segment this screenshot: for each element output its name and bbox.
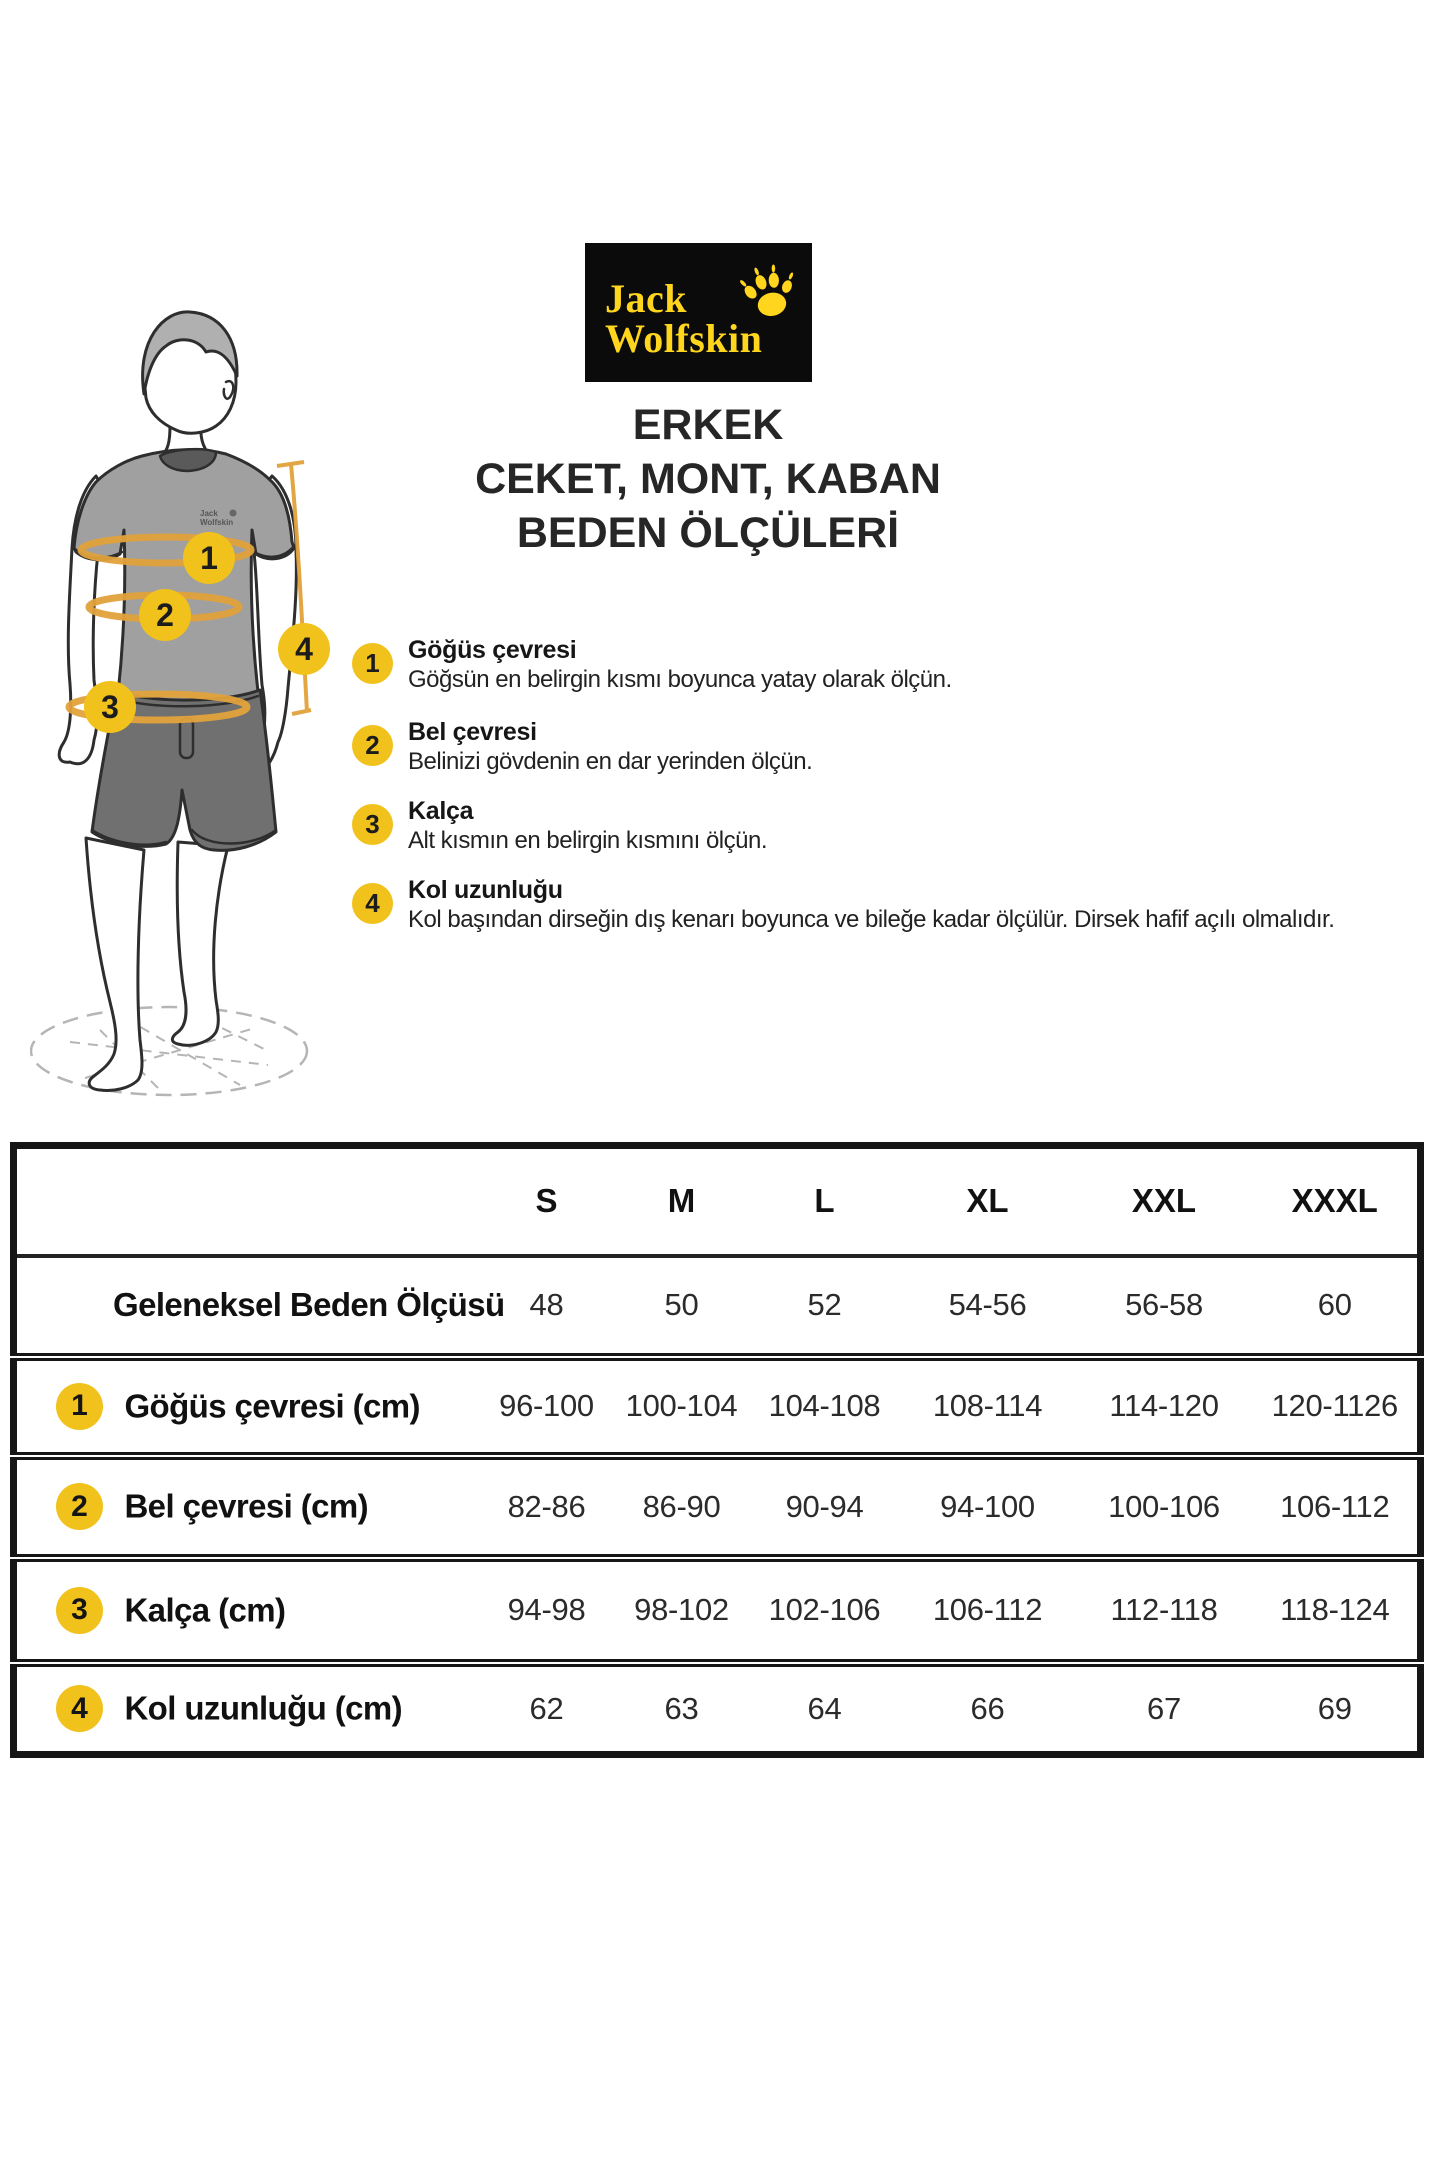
row-label: Geleneksel Beden Ölçüsü: [113, 1286, 505, 1323]
instruction-number: 1: [365, 648, 380, 678]
size-value-cell: 102-106: [768, 1592, 881, 1627]
row-label: Göğüs çevresi (cm): [124, 1387, 420, 1424]
instruction-body: Alt kısmın en belirgin kısmını ölçün.: [408, 827, 767, 854]
instruction-text: [408, 876, 1334, 934]
size-value-cell: 106-112: [932, 1592, 1043, 1627]
row-label-cell: [14, 1558, 480, 1663]
size-value-cell: 48: [529, 1287, 564, 1322]
size-table-row: [14, 1357, 1421, 1456]
size-value-cell: 69: [1317, 1690, 1352, 1726]
size-value-cell: 114-120: [1109, 1388, 1219, 1423]
right-leg: [172, 842, 228, 1045]
instruction-number: 3: [365, 809, 380, 839]
size-value-cell: 60: [1317, 1287, 1352, 1322]
instruction-number-badge: [352, 804, 393, 845]
man-figure-drawing: [30, 290, 370, 1150]
size-value-cell: 94-100: [940, 1488, 1035, 1524]
size-table-row: [14, 1663, 1421, 1755]
size-value-cell: 54-56: [948, 1287, 1027, 1322]
size-table-row: [14, 1256, 1421, 1357]
marker-3: [84, 681, 136, 733]
measurement-instruction: [352, 636, 1422, 694]
size-table: [10, 1142, 1424, 1758]
shirt-print-line2: Wolfskin: [200, 518, 234, 527]
row-label: Kalça (cm): [124, 1591, 286, 1628]
left-leg: [86, 838, 144, 1091]
logo-line2: Wolfskin: [605, 316, 763, 361]
row-number-badge: 2: [56, 1483, 103, 1530]
size-value-cell: 62: [529, 1690, 564, 1726]
size-value-cell: 63: [664, 1690, 699, 1726]
size-value-cell: 106-112: [1280, 1488, 1390, 1524]
marker-2: [139, 589, 191, 641]
column-header-size: XXXL: [1291, 1182, 1378, 1220]
size-value-cell: 98-102: [634, 1592, 729, 1627]
row-label-cell: [14, 1256, 505, 1357]
size-value-cell: 120-1126: [1271, 1388, 1398, 1423]
instruction-body: Göğsün en belirgin kısmı boyunca yatay olarak ölçün.: [408, 666, 952, 693]
row-label-cell: [14, 1456, 480, 1558]
column-header-size: S: [535, 1182, 558, 1220]
size-value-cell: 96-100: [499, 1388, 594, 1423]
jack-wolfskin-logo: [585, 243, 812, 382]
marker-1: [183, 532, 235, 584]
size-value-cell: 90-94: [785, 1488, 864, 1524]
size-value-cell: 82-86: [507, 1488, 586, 1524]
size-table-row: [14, 1558, 1421, 1663]
size-value-cell: 104-108: [768, 1388, 881, 1423]
size-value-cell: 52: [807, 1287, 842, 1322]
instruction-number: 4: [365, 888, 380, 918]
title-line-gender: ERKEK: [632, 401, 784, 449]
instruction-heading: Göğüs çevresi: [408, 636, 577, 664]
size-value-cell: 100-106: [1108, 1488, 1220, 1524]
title-line-category: CEKET, MONT, KABAN: [475, 455, 941, 503]
row-label-cell: [14, 1663, 480, 1755]
row-number-badge: 4: [56, 1685, 103, 1732]
row-label: Kol uzunluğu (cm): [124, 1689, 403, 1727]
size-value-cell: 94-98: [507, 1592, 586, 1627]
marker-4: [278, 623, 330, 675]
size-header-row: [14, 1146, 1421, 1256]
size-table-row: [14, 1456, 1421, 1558]
column-header-size: XL: [966, 1182, 1009, 1220]
measurement-figure: [30, 290, 370, 1150]
page-title: [338, 398, 1078, 560]
instruction-number: 2: [365, 730, 380, 760]
title-line-sizes: BEDEN ÖLÇÜLERİ: [516, 509, 900, 557]
instruction-number-badge: [352, 725, 393, 766]
row-number-badge: 1: [56, 1383, 103, 1430]
size-value-cell: 86-90: [642, 1488, 721, 1524]
instruction-heading: Kol uzunluğu: [408, 876, 563, 904]
svg-text:3: 3: [101, 689, 119, 725]
instruction-body: Kol başından dirseğin dış kenarı boyunca ve bileğe kadar ölçülür. Dirsek hafif açılı olmalıdır.: [408, 906, 1335, 933]
column-header-size: XXL: [1131, 1182, 1197, 1220]
instruction-number-badge: [352, 643, 393, 684]
paw-icon: [736, 261, 804, 329]
instruction-heading: Bel çevresi: [408, 718, 537, 746]
empty-header-cell: [14, 1146, 480, 1256]
row-number-badge: 3: [56, 1587, 103, 1634]
measurement-instruction: [352, 718, 1422, 776]
measurement-instruction: [352, 797, 1422, 855]
column-header-size: M: [667, 1182, 696, 1220]
size-value-cell: 50: [664, 1287, 699, 1322]
size-value-cell: 67: [1147, 1690, 1181, 1726]
logo-line1: Jack: [605, 276, 687, 321]
instruction-number-badge: [352, 883, 393, 924]
shirt-print-line1: Jack: [200, 509, 218, 518]
column-header-size: L: [814, 1182, 835, 1220]
svg-text:4: 4: [295, 631, 313, 667]
svg-text:1: 1: [200, 540, 218, 576]
size-value-cell: 56-58: [1125, 1287, 1203, 1322]
measurement-instruction: [352, 876, 1422, 934]
instruction-body: Belinizi gövdenin en dar yerinden ölçün.: [408, 748, 813, 775]
size-value-cell: 64: [807, 1690, 842, 1726]
size-value-cell: 118-124: [1280, 1592, 1390, 1627]
instruction-heading: Kalça: [408, 797, 474, 825]
floor-oval: [31, 1007, 307, 1095]
size-value-cell: 100-104: [625, 1388, 738, 1423]
size-value-cell: 108-114: [932, 1388, 1043, 1423]
size-value-cell: 66: [970, 1690, 1005, 1726]
row-label-cell: [14, 1357, 480, 1456]
instruction-text: [408, 636, 952, 694]
instruction-text: [408, 718, 812, 776]
instruction-text: [408, 797, 767, 855]
size-value-cell: 112-118: [1110, 1592, 1218, 1627]
row-label: Bel çevresi (cm): [124, 1487, 368, 1525]
svg-text:2: 2: [156, 597, 174, 633]
